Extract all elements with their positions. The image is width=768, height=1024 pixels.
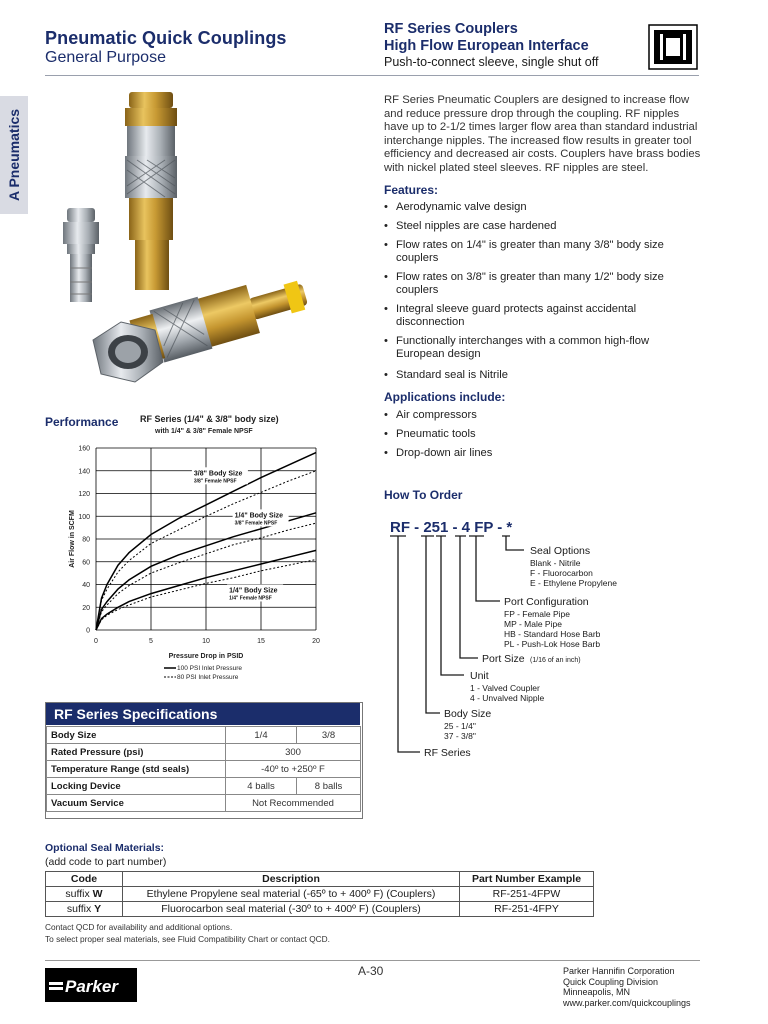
order-group-title: Seal Options <box>530 545 591 557</box>
features-list <box>384 201 684 388</box>
annotation-label: 1/4" Body Size <box>229 587 278 595</box>
spec-label: Rated Pressure (psi) <box>47 744 226 761</box>
table-row <box>47 778 361 795</box>
order-group-title: Unit <box>470 670 489 682</box>
list-item: • Functionally interchanges with a common high-flow European design <box>384 335 684 362</box>
table-row <box>46 887 594 902</box>
order-option: MP - Male Pipe <box>504 619 562 629</box>
division-name: Quick Coupling Division <box>563 976 659 987</box>
table-header-row <box>46 872 594 887</box>
seal-description: Ethylene Propylene seal material (-65º to + 400º F) (Couplers) <box>123 887 460 902</box>
column-header: Code <box>46 872 123 887</box>
column-header: Description <box>123 872 460 887</box>
order-group-title: RF Series <box>424 747 471 759</box>
spec-value: 3/8 <box>297 727 361 744</box>
table-row <box>46 902 594 917</box>
spec-value: Not Recommended <box>226 795 361 812</box>
order-option: F - Fluorocarbon <box>530 568 593 578</box>
chart-subtitle: with 1/4" & 3/8" Female NPSF <box>155 428 253 435</box>
y-tick-label: 100 <box>78 513 90 521</box>
performance-label: Performance <box>45 415 119 429</box>
y-tick-label: 20 <box>82 604 90 612</box>
seal-description: Fluorocarbon seal material (-30º to + 400º F) (Couplers) <box>123 902 460 917</box>
parker-logo <box>45 968 137 1002</box>
spec-label: Body Size <box>47 727 226 744</box>
specs-heading: RF Series Specifications <box>46 703 360 725</box>
y-axis-label: Air Flow in SCFM <box>69 510 76 568</box>
column-header: Part Number Example <box>460 872 594 887</box>
annotation-label: 1/4" Body Size <box>234 512 284 520</box>
list-item: • Integral sleeve guard protects against accidental disconnection <box>384 303 684 330</box>
seal-example: RF-251-4FPW <box>460 887 594 902</box>
order-option: Blank - Nitrile <box>530 558 581 568</box>
order-option: E - Ethylene Propylene <box>530 578 617 588</box>
spec-label: Vacuum Service <box>47 795 226 812</box>
list-item: • Pneumatic tools <box>384 428 684 441</box>
spec-value: 300 <box>226 744 361 761</box>
annotation-sublabel: 1/4" Female NPSF <box>229 595 272 602</box>
series-description: Push-to-connect sleeve, single shut off <box>384 55 599 69</box>
x-tick-label: 5 <box>149 638 153 645</box>
page-number: A-30 <box>358 964 384 978</box>
order-option: HB - Standard Hose Barb <box>504 629 601 639</box>
page-title: Pneumatic Quick Couplings <box>45 28 287 48</box>
table-row <box>47 727 361 744</box>
section-tab-label: A Pneumatics <box>6 108 23 202</box>
order-group-title: Port Size <box>482 653 525 665</box>
interface-title: High Flow European Interface <box>384 38 589 54</box>
chart-title: RF Series (1/4" & 3/8" body size) <box>140 414 279 424</box>
part-code: RF - 251 - 4 FP - * <box>390 519 513 536</box>
footer-divider <box>45 960 700 961</box>
list-item: • Standard seal is Nitrile <box>384 369 684 382</box>
x-tick-label: 15 <box>257 638 265 645</box>
table-row <box>47 744 361 761</box>
header-divider <box>45 75 699 76</box>
applications-heading: Applications include: <box>384 390 506 404</box>
list-item: • Aerodynamic valve design <box>384 201 684 214</box>
list-item: • Steel nipples are case hardened <box>384 220 684 233</box>
y-tick-label: 0 <box>86 627 90 635</box>
seal-materials-note: (add code to part number) <box>45 856 167 868</box>
y-tick-label: 160 <box>78 445 90 453</box>
order-group-title: Port Configuration <box>504 596 589 608</box>
list-item: • Air compressors <box>384 409 684 422</box>
order-option: 4 - Unvalved Nipple <box>470 693 545 703</box>
y-tick-label: 80 <box>82 536 90 544</box>
list-item: • Drop-down air lines <box>384 447 684 460</box>
annotation-sublabel: 3/8" Female NPSF <box>234 520 278 527</box>
availability-note: Contact QCD for availability and additional options. <box>45 922 233 932</box>
company-name: Parker Hannifin Corporation <box>563 966 675 976</box>
spec-label: Temperature Range (std seals) <box>47 761 226 778</box>
list-item: • Flow rates on 1/4" is greater than many 3/8" body size couplers <box>384 239 684 266</box>
y-tick-label: 140 <box>78 468 90 476</box>
legend-label: 100 PSI Inlet Pressure <box>177 665 243 672</box>
y-tick-label: 40 <box>82 582 90 589</box>
y-tick-label: 60 <box>82 559 90 567</box>
product-photo <box>55 90 355 410</box>
y-tick-label: 120 <box>78 491 90 498</box>
svg-text:Parker: Parker <box>65 977 118 996</box>
seal-materials-heading: Optional Seal Materials: <box>45 842 165 854</box>
features-heading: Features: <box>384 183 439 197</box>
seal-code: suffix Y <box>46 902 123 917</box>
order-option: 37 - 3/8" <box>444 731 476 741</box>
list-item: • Flow rates on 3/8" is greater than many 1/2" body size couplers <box>384 271 684 298</box>
specs-table <box>46 726 361 812</box>
order-option: 25 - 1/4" <box>444 721 476 731</box>
series-title: RF Series Couplers <box>384 21 518 37</box>
intro-paragraph: RF Series Pneumatic Couplers are designed to increase flow and reduce pressure drop through the coupling. RF nipples have up to 2-1/2 times larger flow area than standard industrial interchange nipples. The increased flow results in greater tool efficiency and decreased air costs. Couplers have brass bodies with nickel plated steel sleeves. RF nipples are steel. <box>384 94 701 174</box>
table-row <box>47 761 361 778</box>
annotation-sublabel: 3/8" Female NPSF <box>193 478 237 485</box>
legend-label: 80 PSI Inlet Pressure <box>177 674 239 681</box>
order-option: FP - Female Pipe <box>504 609 570 619</box>
page-subtitle: General Purpose <box>45 49 166 66</box>
spec-value: 8 balls <box>297 778 361 795</box>
company-website[interactable]: www.parker.com/quickcouplings <box>563 997 691 1008</box>
spec-value: -40º to +250º F <box>226 761 361 778</box>
spec-value: 1/4 <box>226 727 297 744</box>
seal-example: RF-251-4FPY <box>460 902 594 917</box>
x-axis-label: Pressure Drop in PSID <box>168 653 244 660</box>
seal-selection-note: To select proper seal materials, see Fluid Compatibility Chart or contact QCD. <box>45 934 330 944</box>
x-tick-label: 0 <box>94 638 98 645</box>
order-group-note: (1/16 of an inch) <box>530 657 581 664</box>
performance-chart <box>40 438 340 688</box>
company-address <box>563 966 691 1008</box>
company-city: Minneapolis, MN <box>563 987 631 997</box>
table-row <box>47 795 361 812</box>
x-tick-label: 10 <box>202 638 210 645</box>
order-group-title: Body Size <box>444 708 492 720</box>
how-to-order-heading: How To Order <box>384 488 463 502</box>
spec-label: Locking Device <box>47 778 226 795</box>
annotation-label: 3/8" Body Size <box>193 470 243 478</box>
x-tick-label: 20 <box>312 638 320 645</box>
spec-value: 4 balls <box>226 778 297 795</box>
seal-table <box>45 871 594 917</box>
seal-code: suffix W <box>46 887 123 902</box>
part-number-diagram <box>384 505 704 770</box>
coupler-icon <box>648 24 698 70</box>
applications-list <box>384 409 684 465</box>
order-option: 1 - Valved Coupler <box>470 683 540 693</box>
order-option: PL - Push-Lok Hose Barb <box>504 639 601 649</box>
